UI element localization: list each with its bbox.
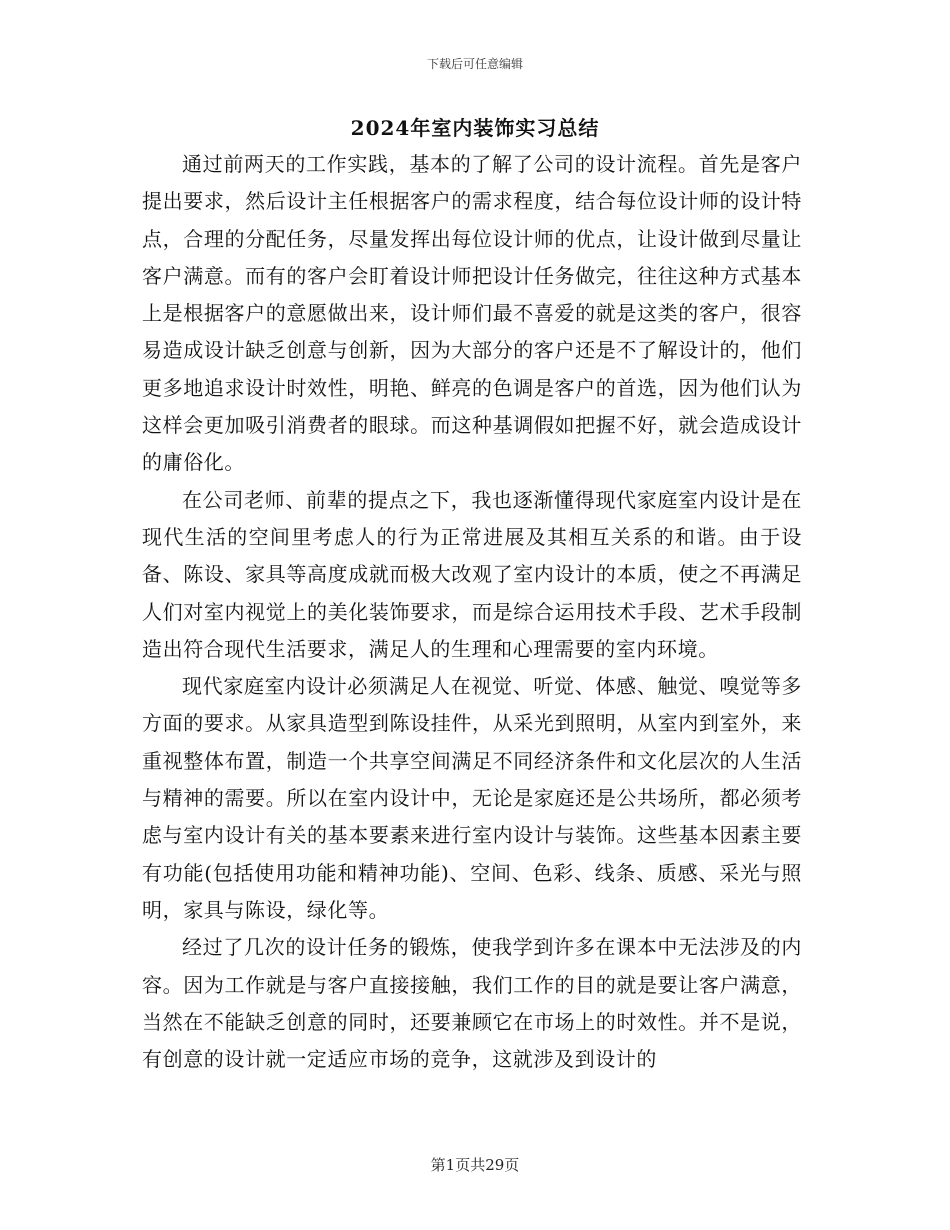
header-note: 下载后可任意编辑 xyxy=(426,57,523,71)
paragraph-1: 通过前两天的工作实践，基本的了解了公司的设计流程。首先是客户提出要求，然后设计主任根据客户的需求程度，结合每位设计师的设计特点，合理的分配任务，尽量发挥出每位设计师的优点，让设计做到尽量让客户满意。而有的客户会盯着设计师把设计任务做完，往往这种方式基本上是根据客户的意愿做出来，设计师们最不喜爱的就是这类的客户，很容易造成设计缺乏创意与创新，因为大部分的客户还是不了解设计的，他们更多地追求设计时效性，明艳、鲜亮的色调是客户的首选，因为他们认为这样会更加吸引消费者的眼球。而这种基调假如把握不好，就会造成设计的庸俗化。 xyxy=(142,152,802,475)
paragraph-2: 在公司老师、前辈的提点之下，我也逐渐懂得现代家庭室内设计是在现代生活的空间里考虑人的行为正常进展及其相互关系的和谐。由于设备、陈设、家具等高度成就而极大改观了室内设计的本质，使之不再满足人们对室内视觉上的美化装饰要求，而是综合运用技术手段、艺术手段制造出符合现代生活要求，满足人的生理和心理需要的室内环境。 xyxy=(142,487,802,661)
paragraph-3: 现代家庭室内设计必须满足人在视觉、听觉、体感、触觉、嗅觉等多方面的要求。从家具造型到陈设挂件，从采光到照明，从室内到室外，来重视整体布置，制造一个共享空间满足不同经济条件和文化层次的人生活与精神的需要。所以在室内设计中，无论是家庭还是公共场所，都必须考虑与室内设计有关的基本要素来进行室内设计与装饰。这些基本因素主要有功能(包括使用功能和精神功能)、空间、色彩、线条、质感、采光与照明，家具与陈设，绿化等。 xyxy=(142,674,802,922)
document-body xyxy=(142,146,802,1078)
paragraph-4: 经过了几次的设计任务的锻炼，使我学到许多在课本中无法涉及的内容。因为工作就是与客户直接接触，我们工作的目的就是要让客户满意，当然在不能缺乏创意的同时，还要兼顾它在市场上的时效性。并不是说，有创意的设计就一定适应市场的竞争，这就涉及到设计的 xyxy=(142,935,802,1072)
page-number: 第1页共29页 xyxy=(430,1156,520,1174)
document-title: 2024年室内装饰实习总结 xyxy=(350,116,600,140)
